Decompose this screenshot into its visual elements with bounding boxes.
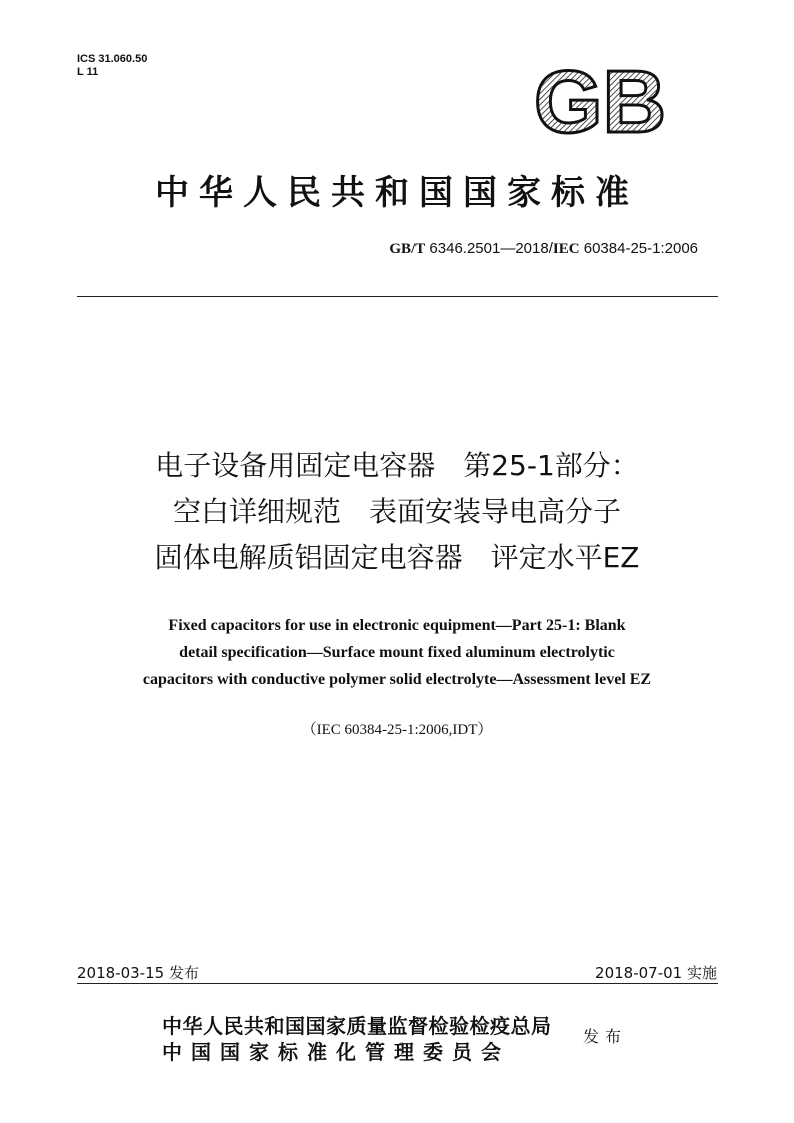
cn-title-line-1: 电子设备用固定电容器 第25-1部分：: [155, 449, 639, 482]
issuer-org-1: 中华人民共和国国家质量监督检验检疫总局: [162, 1014, 552, 1038]
std-prefix: GB/T: [389, 241, 426, 257]
english-title: [0, 612, 794, 693]
cn-title-line-3: 固体电解质铝固定电容器 评定水平EZ: [154, 541, 640, 574]
gb-logo: [520, 62, 680, 142]
chinese-title: [0, 443, 794, 581]
en-title-line-2: detail specification—Surface mount fixed aluminum electrolytic: [179, 644, 615, 661]
ics-code-block: [77, 53, 147, 79]
top-divider: [77, 296, 718, 297]
iec-number: 60384-25-1:2006: [583, 240, 698, 257]
gb-logo-text: GB: [534, 62, 666, 142]
standard-number: [389, 240, 698, 258]
en-title-line-3: capacitors with conductive polymer solid electrolyte—Assessment level EZ: [142, 671, 652, 688]
iec-prefix: IEC: [552, 241, 580, 257]
bottom-divider: [77, 983, 718, 984]
std-number: 6346.2501—2018/: [429, 240, 553, 257]
ics-code: ICS 31.060.50: [77, 53, 148, 65]
class-code: L 11: [77, 66, 99, 78]
implement-date: 2018-07-01 实施: [595, 964, 717, 982]
standard-category-title: 中华人民共和国国家标准: [155, 173, 639, 213]
issue-label: 发布: [583, 1027, 628, 1046]
cn-title-line-2: 空白详细规范 表面安装导电高分子: [172, 495, 621, 528]
publish-date: 2018-03-15 发布: [77, 964, 199, 982]
iec-equivalence: （IEC 60384-25-1:2006,IDT）: [301, 722, 493, 738]
en-title-line-1: Fixed capacitors for use in electronic equipment—Part 25-1: Blank: [168, 617, 626, 634]
issuer-org-2: 中国国家标准化管理委员会: [162, 1040, 510, 1064]
